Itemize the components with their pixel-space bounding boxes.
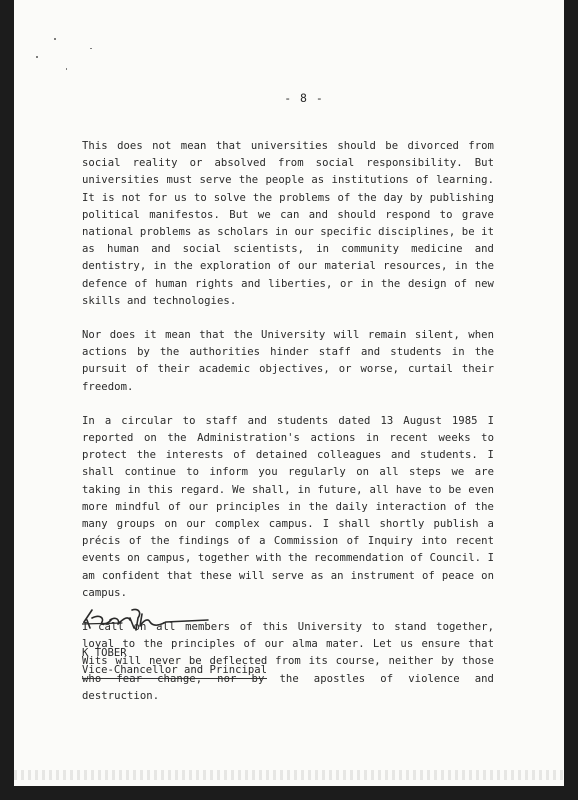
signatory-block	[82, 645, 267, 679]
signatory-name: K TOBER	[82, 647, 127, 659]
scan-edge-artifact	[14, 770, 564, 780]
letter-body	[82, 138, 494, 722]
paragraph: In a circular to staff and students dated 13 August 1985 I reported on the Administration's actions in recent weeks to protect the interests of detained colleagues and students. I shall continue to inform you regularly on all steps we are taking in this regard. We shall, in future, all have to be even more mindful of our principles in the daily interaction of the many groups on our complex campus. I shall shortly publish a précis of the findings of a Commission of Inquiry into recent events on campus, together with the recommendation of Council. I am confident that these will serve as an instrument of peace on campus.	[82, 414, 494, 599]
page-number: - 8 -	[284, 91, 324, 105]
scan-speck	[66, 68, 67, 70]
scan-speck	[90, 48, 92, 49]
scan-speck	[36, 56, 38, 58]
document-page	[14, 0, 564, 786]
paragraph: I call on all members of this University to stand together, loyal to the principles of our alma mater. Let us ensure that Wits will never be deflected from its course, neither by those who fear change, nor by the apostles of violence and destruction.	[82, 621, 494, 702]
handwritten-signature	[82, 604, 212, 634]
signatory-title: Vice-Chancellor and Principal	[82, 663, 267, 679]
paragraph: This does not mean that universities should be divorced from social reality or absolved from social responsibility. But universities must serve the people as institutions of learning. It is not for us to solve the problems of the day by publishing political manifestos. But we can and should respond to grave national problems as scholars in our specific disciplines, be it as human and social scientists, in community medicine and dentistry, in the exploration of our material resources, in the defence of human rights and liberties, or in the design of new skills and technologies.	[82, 140, 494, 307]
paragraph: Nor does it mean that the University will remain silent, when actions by the authorities hinder staff and students in the pursuit of their academic objectives, or worse, curtail their freedom.	[82, 329, 494, 393]
scan-speck	[54, 38, 56, 40]
